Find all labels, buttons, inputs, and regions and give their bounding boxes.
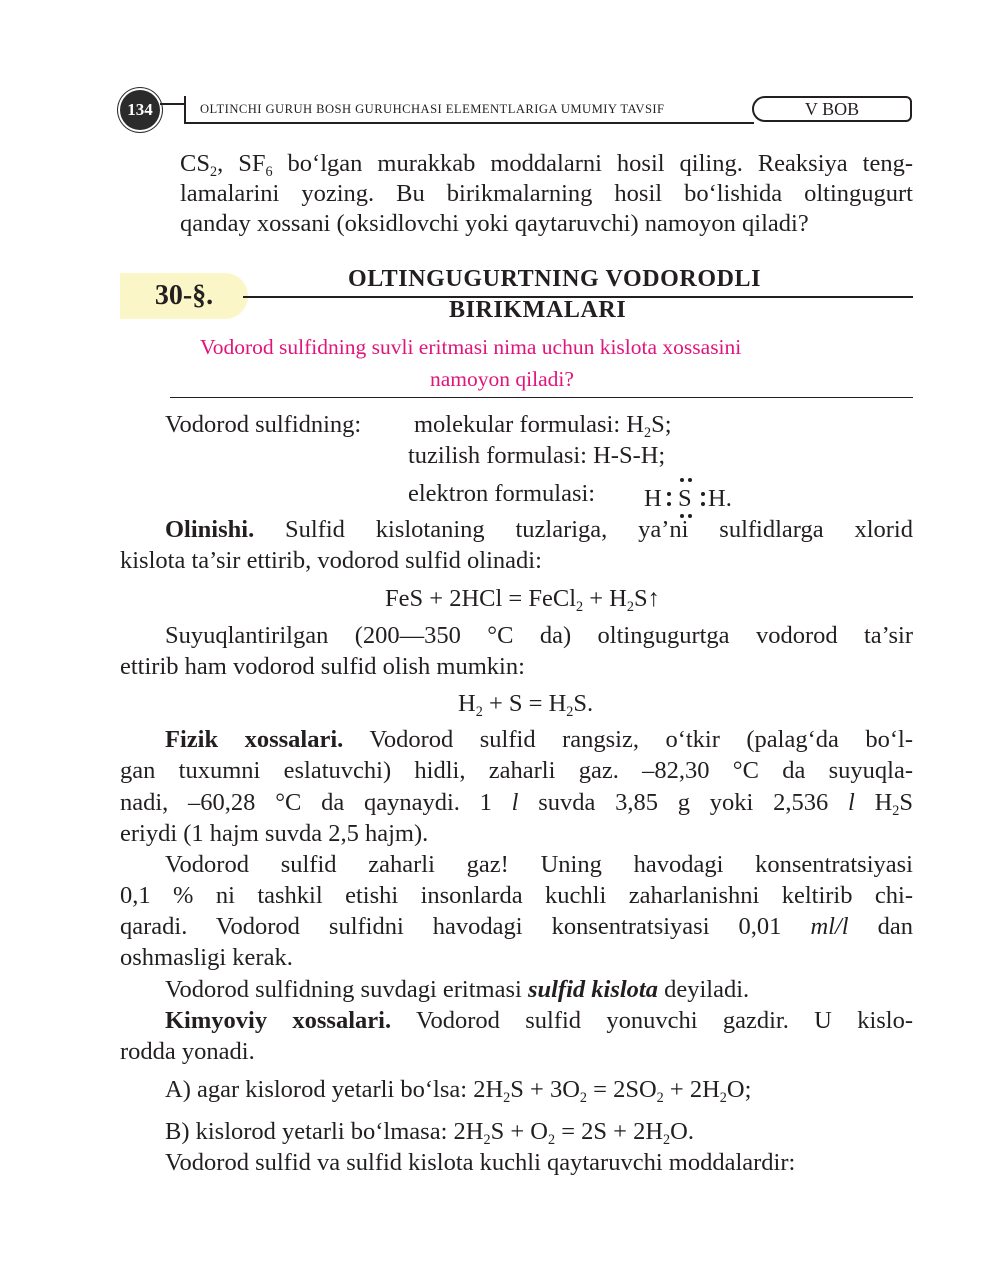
- kimyoviy-line-1: Kimyoviy xossalari. Vodorod sulfid yonuvchi gazdir. U kislo-: [165, 1007, 913, 1034]
- fizik-line-2: gan tuxumni eslatuvchi) hidli, zaharli gaz. –82,30 °C da suyuqla-: [120, 757, 913, 784]
- fizik-line-1: Fizik xossalari. Vodorod sulfid rangsiz, o‘tkir (palag‘da bo‘l-: [165, 726, 913, 753]
- running-title: OLTINCHI GURUH BOSH GURUHCHASI ELEMENTLARIGA UMUMIY TAVSIF: [200, 102, 665, 116]
- fizik-line-7: qaradi. Vodorod sulfidni havodagi konsentratsiyasi 0,01 ml/l dan: [120, 913, 914, 940]
- section-question-line-1: Vodorod sulfidning suvli eritmasi nima uchun kislota xossasini: [200, 335, 742, 359]
- olinishi-line-3: Suyuqlantirilgan (200—350 °C da) oltingugurtga vodorod ta’sir: [165, 622, 913, 649]
- section-title-line-2: BIRIKMALARI: [449, 297, 627, 323]
- fizik-line-5: Vodorod sulfid zaharli gaz! Uning havodagi konsentratsiyasi: [165, 851, 913, 878]
- electron-dot: [688, 478, 692, 482]
- electron-dot: [680, 478, 684, 482]
- formula-lead: Vodorod sulfidning:: [165, 411, 362, 438]
- fizik-line-3: nadi, –60,28 °C da qaynaydi. 1 l suvda 3,85 g yoki 2,536 l $H_2S$: [120, 789, 914, 819]
- kimyoviy-last-line: Vodorod sulfid va sulfid kislota kuchli qaytaruvchi moddalardir:: [165, 1149, 796, 1176]
- section-number: 30-§.: [120, 273, 248, 319]
- equation-a: A) agar kislorod yetarli bo‘lsa: $2H_2S + 3O_2 = 2SO_2 + 2H_2O$;: [165, 1076, 752, 1106]
- electron-formula-label: elektron formulasi:: [408, 480, 596, 507]
- equation-h2-s: $H_2 + S = H_2S$.: [458, 690, 594, 720]
- page-number: 134: [120, 90, 160, 130]
- intro-line-2: lamalarini yozing. Bu birikmalarning hosil bo‘lishida oltingugurt: [180, 180, 913, 207]
- electron-dot: [667, 502, 671, 506]
- section-title-line-1: OLTINGUGURTNING VODORODLI: [348, 266, 762, 292]
- kimyoviy-line-2: rodda yonadi.: [120, 1038, 255, 1065]
- key-term: sulfid kislota: [527, 976, 658, 1003]
- olinishi-line-4: ettirib ham vodorod sulfid olish mumkin:: [120, 653, 525, 680]
- electron-h-right: H.: [708, 485, 732, 512]
- olinishi-line-2: kislota ta’sir ettirib, vodorod sulfid olinadi:: [120, 547, 542, 574]
- fizik-line-8: oshmasligi kerak.: [120, 944, 293, 971]
- olinishi-line-1: Olinishi. Sulfid kislotaning tuzlariga, ya’ni sulfidlarga xlorid: [165, 516, 913, 543]
- equation-b: B) kislorod yetarli bo‘lmasa: $2H_2S + O_2 = 2S + 2H_2O$.: [165, 1118, 694, 1148]
- equation-fes: FeS + 2HCl = FeCl$_2$ + $H_2S↑$: [385, 585, 660, 615]
- header-rule: [160, 103, 185, 105]
- question-rule: [170, 397, 913, 398]
- fizik-line-4: eriydi (1 hajm suvda 2,5 hajm).: [120, 820, 429, 847]
- intro-line-1: $CS_2$, $SF_6$ bo‘lgan murakkab moddalarni hosil qiling. Reaksiya teng-: [180, 150, 913, 180]
- structural-formula: tuzilish formulasi: H-S-H;: [408, 442, 666, 469]
- intro-line-3: qanday xossani (oksidlovchi yoki qaytaruvchi) namoyon qiladi?: [180, 210, 809, 237]
- electron-dot: [701, 492, 705, 496]
- section-question-line-2: namoyon qiladi?: [430, 367, 574, 391]
- electron-h-left: H: [644, 485, 662, 512]
- fizik-line-9: Vodorod sulfidning suvdagi eritmasi sulfid kislota deyiladi.: [165, 976, 750, 1003]
- electron-dot: [667, 492, 671, 496]
- electron-dot: [701, 502, 705, 506]
- chapter-tab: V BOB: [752, 96, 912, 122]
- fizik-line-6: 0,1 % ni tashkil etishi insonlarda kuchli zaharlanishni keltirib chi-: [120, 882, 913, 909]
- molecular-formula: molekular formulasi: $H_2S$;: [414, 411, 672, 441]
- electron-s: S: [678, 485, 692, 512]
